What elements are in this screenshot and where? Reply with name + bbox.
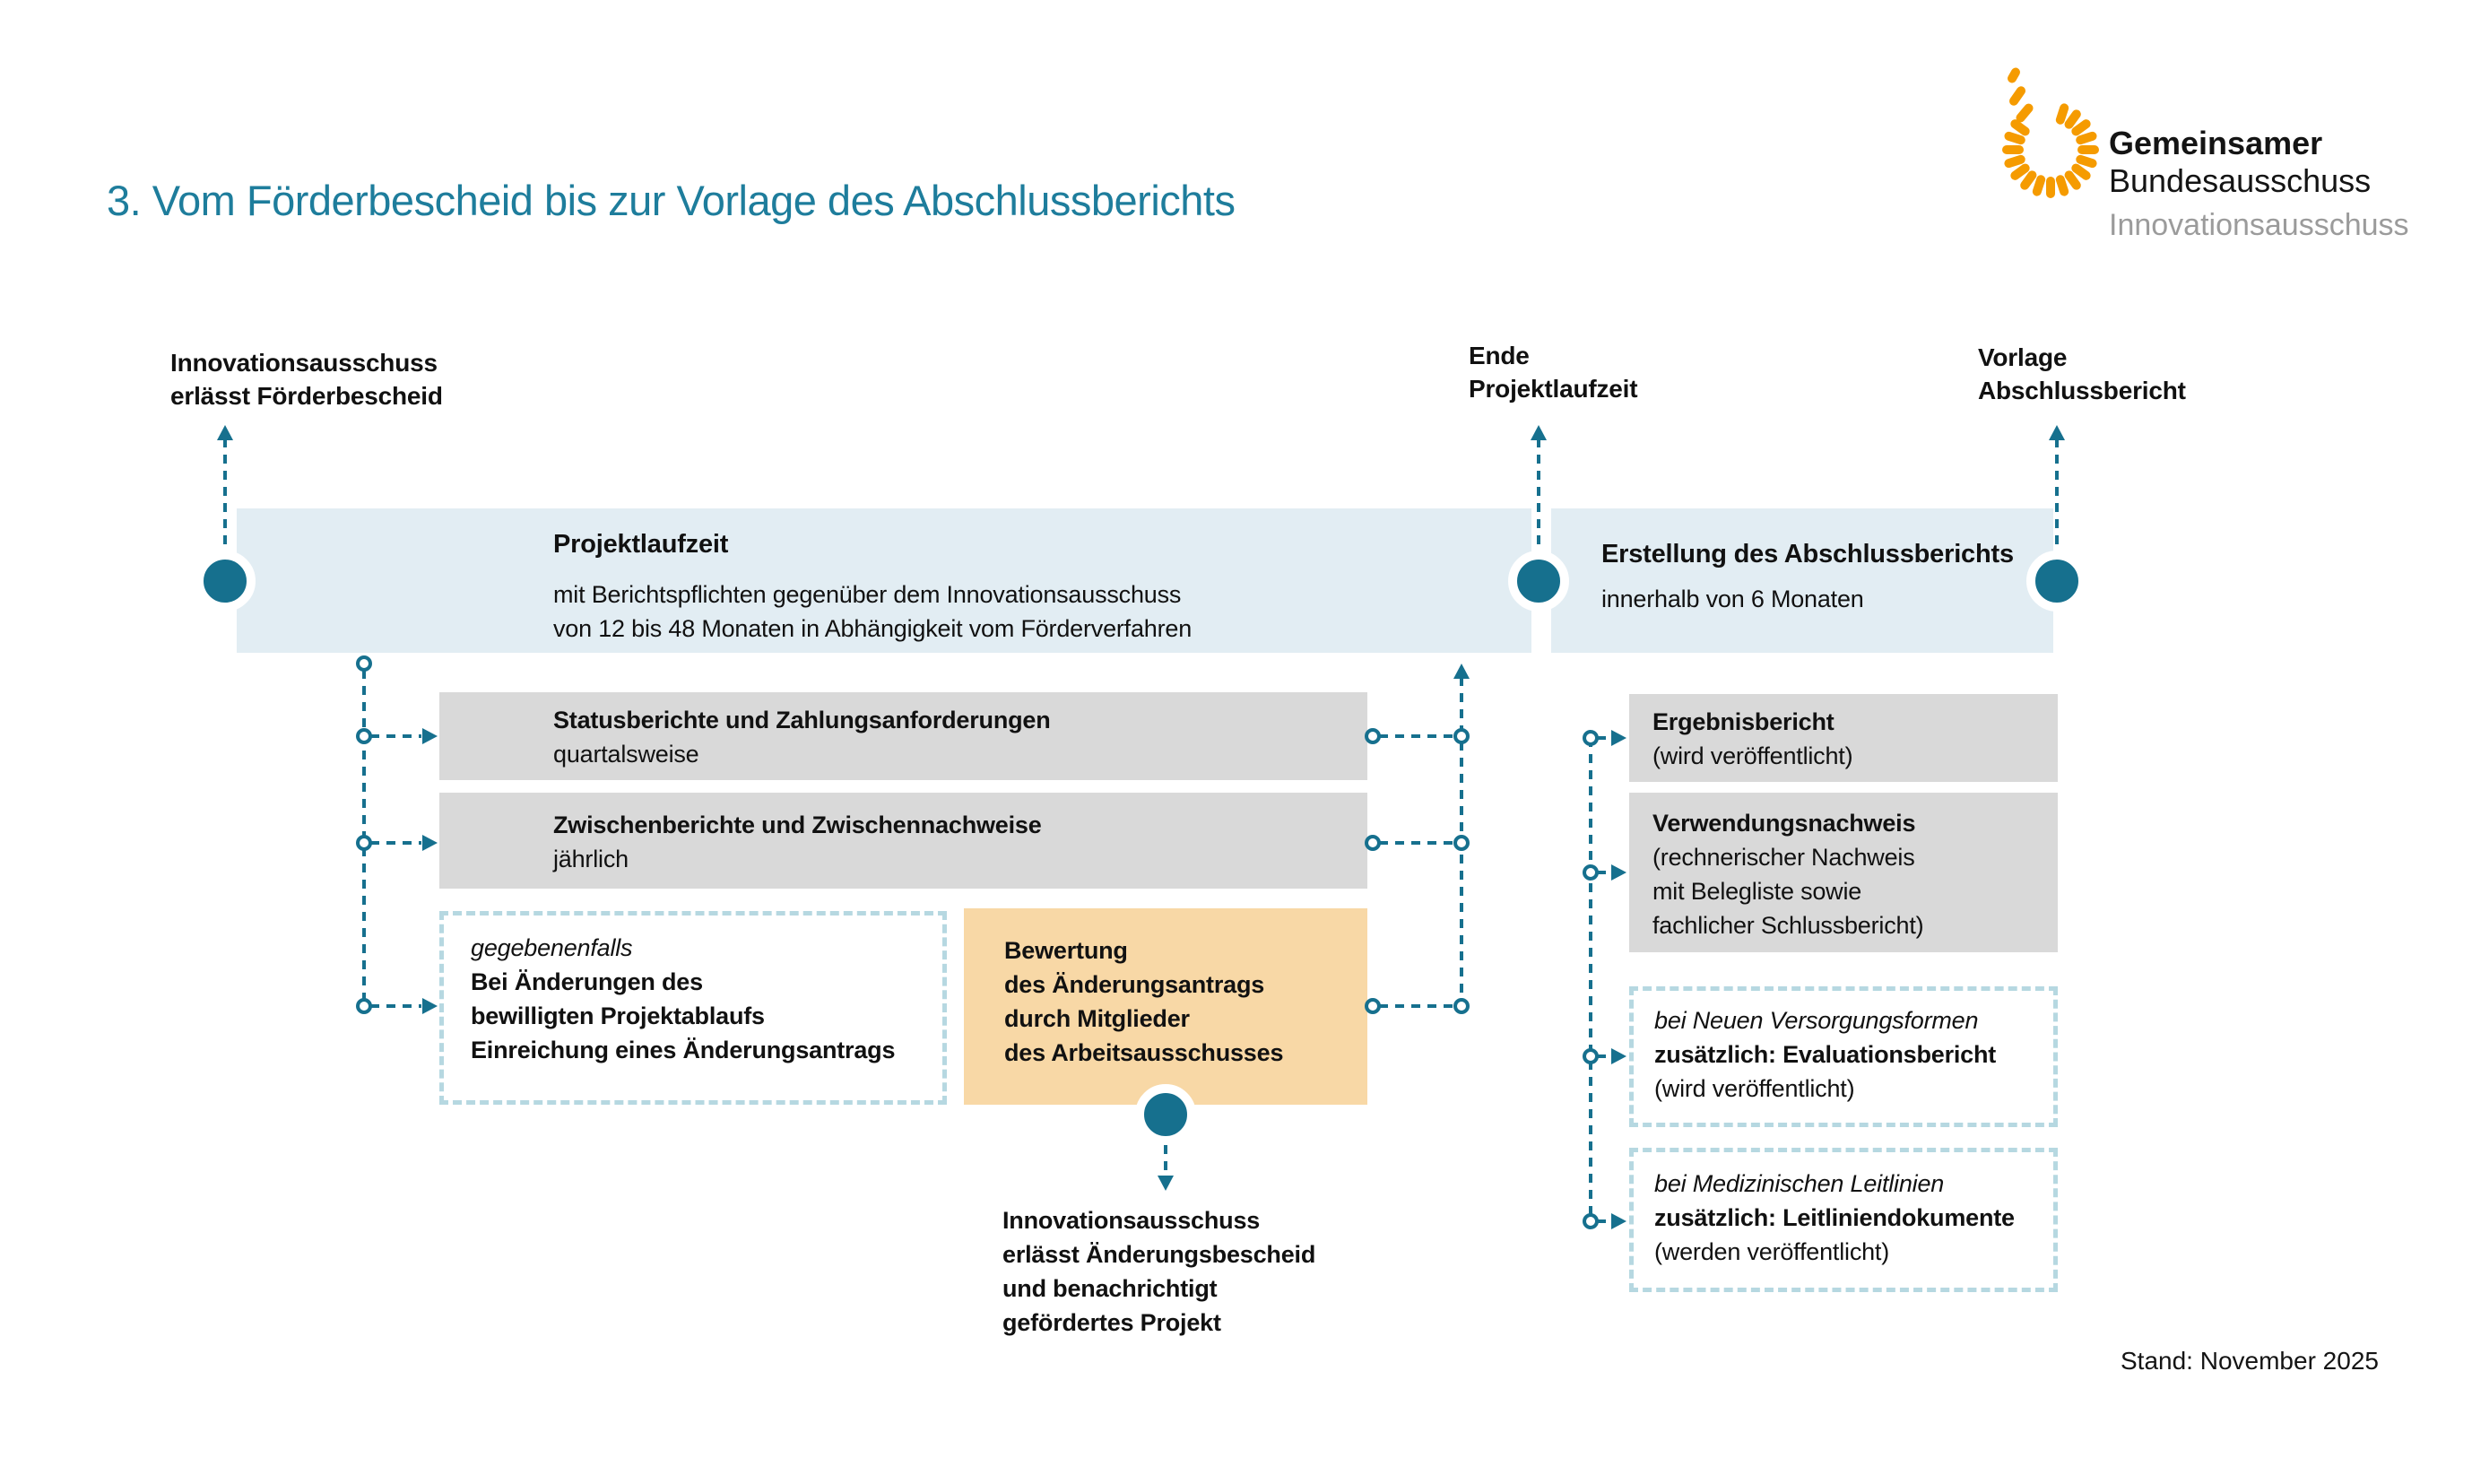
band-title: Projektlaufzeit	[553, 530, 729, 559]
connector-foerderbescheid	[217, 425, 233, 551]
band-text-line: innerhalb von 6 Monaten	[1601, 586, 1864, 612]
gba-logo	[1995, 61, 2443, 249]
box-note: (werden veröffentlicht)	[1654, 1238, 1890, 1265]
box-frequency: jährlich	[553, 846, 629, 872]
gba-spiral-logo-icon	[1995, 65, 2119, 208]
box-title: Statusberichte und Zahlungsanforderungen	[553, 707, 1051, 733]
band-text-line: von 12 bis 48 Monaten in Abhängigkeit vom Förderverfahren	[553, 615, 1193, 642]
milestone-line: Innovationsausschuss	[170, 349, 438, 377]
box-text-line: Bewertung	[1004, 937, 1128, 964]
box-aenderungsantrag	[439, 911, 947, 1105]
box-title: zusätzlich: Evaluationsbericht	[1654, 1041, 1997, 1068]
box-bewertung	[964, 908, 1367, 1105]
box-ergebnisbericht	[1629, 694, 2058, 782]
right-report-rail	[1584, 730, 1626, 1229]
box-title: Verwendungsnachweis	[1652, 810, 1916, 837]
milestone-line: Ende	[1469, 342, 1530, 369]
milestone-line: Vorlage	[1978, 343, 2068, 371]
box-text-line: bewilligten Projektablaufs	[471, 1002, 765, 1029]
box-note: mit Belegliste sowie	[1652, 878, 1862, 905]
box-frequency: quartalsweise	[553, 741, 699, 768]
box-evaluationsbericht	[1629, 986, 2058, 1127]
stand-date: Stand: November 2025	[2121, 1347, 2379, 1375]
box-zwischenberichte	[439, 793, 1367, 889]
box-statusberichte	[439, 692, 1367, 780]
connector-aenderungsbescheid	[1158, 1145, 1174, 1191]
band-abschlussbericht	[1551, 508, 2053, 653]
box-note: (wird veröffentlicht)	[1652, 742, 1853, 769]
logo-org-name-bold: Gemeinsamer	[2109, 125, 2323, 161]
note-line: gefördertes Projekt	[1002, 1309, 1221, 1336]
middle-collector-rail	[1366, 664, 1470, 1012]
box-text-line: Einreichung eines Änderungsantrags	[471, 1037, 896, 1063]
box-title: Zwischenberichte und Zwischennachweise	[553, 811, 1042, 838]
milestone-line: Abschlussbericht	[1978, 377, 2186, 404]
milestone-label-ende-projektlaufzeit	[1469, 339, 1637, 405]
page-title: 3. Vom Förderbescheid bis zur Vorlage des Abschlussberichts	[107, 177, 1236, 224]
box-title: zusätzlich: Leitliniendokumente	[1654, 1204, 2015, 1231]
logo-division-name: Innovationsausschuss	[2109, 208, 2409, 242]
left-branch-rail	[358, 657, 438, 1014]
band-text-line: mit Berichtspflichten gegenüber dem Innovationsausschuss	[553, 581, 1182, 608]
box-note: (wird veröffentlicht)	[1654, 1075, 1855, 1102]
box-verwendungsnachweis	[1629, 793, 2058, 952]
box-text-line: des Arbeitsausschusses	[1004, 1039, 1284, 1066]
note-aenderungsbescheid	[1002, 1203, 1315, 1340]
box-leitliniendokumente	[1629, 1148, 2058, 1292]
logo-org-name: Bundesausschuss	[2109, 162, 2372, 199]
box-text-line: des Änderungsantrags	[1004, 971, 1265, 998]
box-note: fachlicher Schlussbericht)	[1652, 912, 1924, 939]
band-projektlaufzeit	[237, 508, 1531, 653]
box-intro: bei Neuen Versorgungsformen	[1654, 1007, 1979, 1034]
note-line: erlässt Änderungsbescheid	[1002, 1241, 1316, 1268]
box-note: (rechnerischer Nachweis	[1652, 844, 1915, 871]
milestone-line: erlässt Förderbescheid	[170, 382, 443, 410]
box-intro: bei Medizinischen Leitlinien	[1654, 1170, 1945, 1197]
note-line: und benachrichtigt	[1002, 1275, 1218, 1302]
band-title: Erstellung des Abschlussberichts	[1601, 540, 2014, 568]
box-text-line: durch Mitglieder	[1004, 1005, 1190, 1032]
box-intro: gegebenenfalls	[471, 934, 633, 961]
note-line: Innovationsausschuss	[1002, 1207, 1261, 1234]
box-title: Ergebnisbericht	[1652, 708, 1834, 735]
box-text-line: Bei Änderungen des	[471, 968, 703, 995]
milestone-label-foerderbescheid	[170, 346, 443, 412]
connector-ende-projektlaufzeit	[1531, 425, 1547, 551]
milestone-label-vorlage-abschlussbericht	[1978, 341, 2186, 407]
milestone-line: Projektlaufzeit	[1469, 375, 1638, 403]
